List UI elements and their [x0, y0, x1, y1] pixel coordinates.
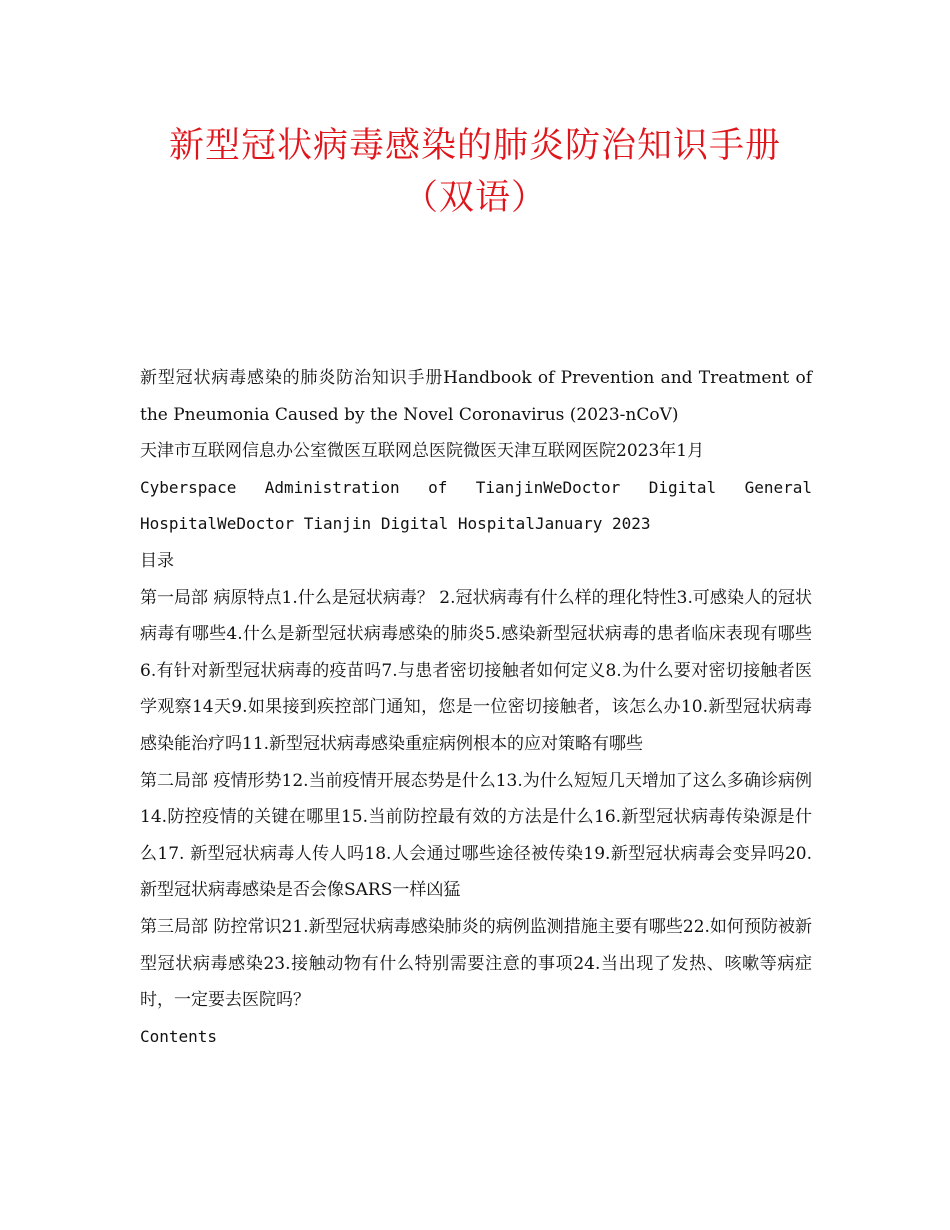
intro-paragraph: 新型冠状病毒感染的肺炎防治知识手册Handbook of Prevention and Treatment of the Pneumonia Caused by the Novel Coronavirus (2023-nCoV): [140, 368, 812, 425]
publisher-english: Cyberspace Administration of TianjinWeDoctor Digital General HospitalWeDoctor Tianjin Digital HospitalJanuary 2023: [140, 477, 812, 534]
part-three-contents: 第三局部 防控常识21.新型冠状病毒感染肺炎的病例监测措施主要有哪些22.如何预防被新型冠状病毒感染23.接触动物有什么特别需要注意的事项24.当出现了发热、咳嗽等病症时，一定要去医院吗？: [140, 916, 812, 1011]
contents-heading-english: Contents: [140, 1026, 218, 1046]
document-title: 新型冠状病毒感染的肺炎防治知识手册（双语）: [168, 126, 781, 218]
part-one-contents: 第一局部 病原特点1.什么是冠状病毒？ 2.冠状病毒有什么样的理化特性3.可感染人的冠状病毒有哪些4.什么是新型冠状病毒感染的肺炎5.感染新型冠状病毒的患者临床表现有哪些6.有针对新型冠状病毒的疫苗吗7.与患者密切接触者如何定义8.为什么要对密切接触者医学观察14天9.如果接到疾控部门通知，您是一位密切接触者，该怎么办10.新型冠状病毒感染能治疗吗11.新型冠状病毒感染重症病例根本的应对策略有哪些: [140, 587, 812, 754]
document-body: [140, 360, 812, 1055]
part-two-contents: 第二局部 疫情形势12.当前疫情开展态势是什么13.为什么短短几天增加了这么多确诊病例14.防控疫情的关键在哪里15.当前防控最有效的方法是什么16.新型冠状病毒传染源是什么17. 新型冠状病毒人传人吗18.人会通过哪些途径被传染19.新型冠状病毒会变异吗20.新型冠状病毒感染是否会像SARS一样凶猛: [140, 770, 812, 901]
contents-heading-chinese: 目录: [140, 550, 174, 571]
publisher-chinese: 天津市互联网信息办公室微医互联网总医院微医天津互联网医院2023年1月: [140, 441, 705, 462]
